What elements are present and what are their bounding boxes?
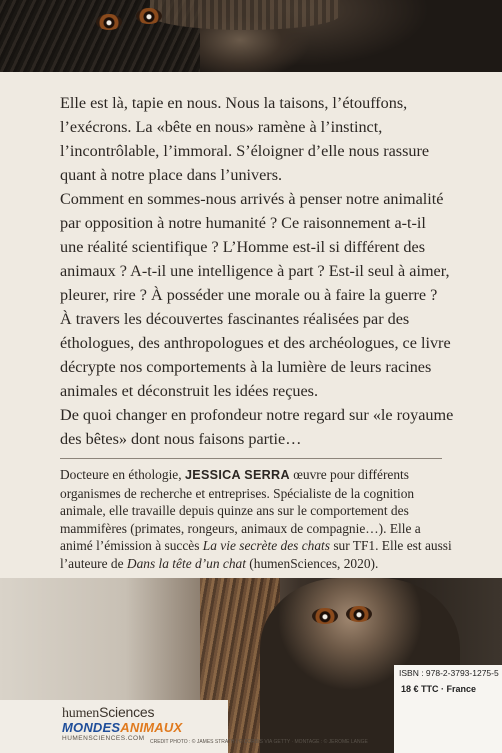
photo-credit: CRÉDIT PHOTO : © JAMES STRATH / © CORBIS VIA GETTY · MONTAGE : © JEROME LANGE xyxy=(150,739,368,745)
top-chimpanzee-photo xyxy=(0,0,502,72)
chimp-bottom-left-eye xyxy=(312,608,338,624)
chimp-left-eye xyxy=(96,14,122,30)
price: 18 € TTC · France xyxy=(401,684,477,694)
show-title: La vie secrète des chats xyxy=(202,538,330,554)
author-bio: Docteure en éthologie, JESSICA SERRA œuvre pour différents organismes de recherche et entreprises. Spécialiste de la cognition animale, elle travaille depuis quinze ans sur le comportement des mammifères (primates, rongeurs, animaux de compagnie…). Elle a animé l’émission à succès La vie secrète des chats sur TF1. Elle est aussi l’auteure de Dans la tête d’un chat (humenSciences, 2020). xyxy=(60,467,452,571)
isbn: ISBN : 978-2-3793-1275-5 xyxy=(399,668,499,678)
paragraph-3: À travers les découvertes fascinantes réalisées par des éthologues, des anthropologues et des archéologues, ce livre décrypte nos comportements à la lumière de leurs racines animales et déconstruit les idées reçues. xyxy=(60,310,451,400)
chimp-bottom-right-eye xyxy=(346,606,372,622)
author-name: JESSICA SERRA xyxy=(184,468,290,482)
paragraph-2: Comment en sommes-nous arrivés à penser notre animalité par opposition à notre humanité ? Ce raisonnement a-t-il une réalité scientifique ? L’Homme est-il si différent des animaux ? A-t-il une intelligence à part ? Est-il seul à aimer, pleurer, rire ? À posséder une morale ou à faire la guerre ? xyxy=(60,190,450,304)
paragraph-4: De quoi changer en profondeur notre regard sur «le royaume des bêtes» dont nous faisons partie… xyxy=(60,406,454,448)
paragraph-1: Elle est là, tapie en nous. Nous la taisons, l’étouffons, l’exécrons. La «bête en nous» ramène à l’instinct, l’incontrôlable, l’immoral. S’éloigner d’elle nous rassure quant à notre place dans l’univers. xyxy=(60,94,430,184)
book-title: Dans la tête d’un chat xyxy=(126,555,246,571)
publisher-logo: humenSciences MONDESANIMAUX HUMENSCIENCES.COM xyxy=(0,700,228,753)
chimp-brow xyxy=(150,0,340,30)
section-divider xyxy=(60,458,442,459)
chimp-right-eye xyxy=(136,8,162,24)
